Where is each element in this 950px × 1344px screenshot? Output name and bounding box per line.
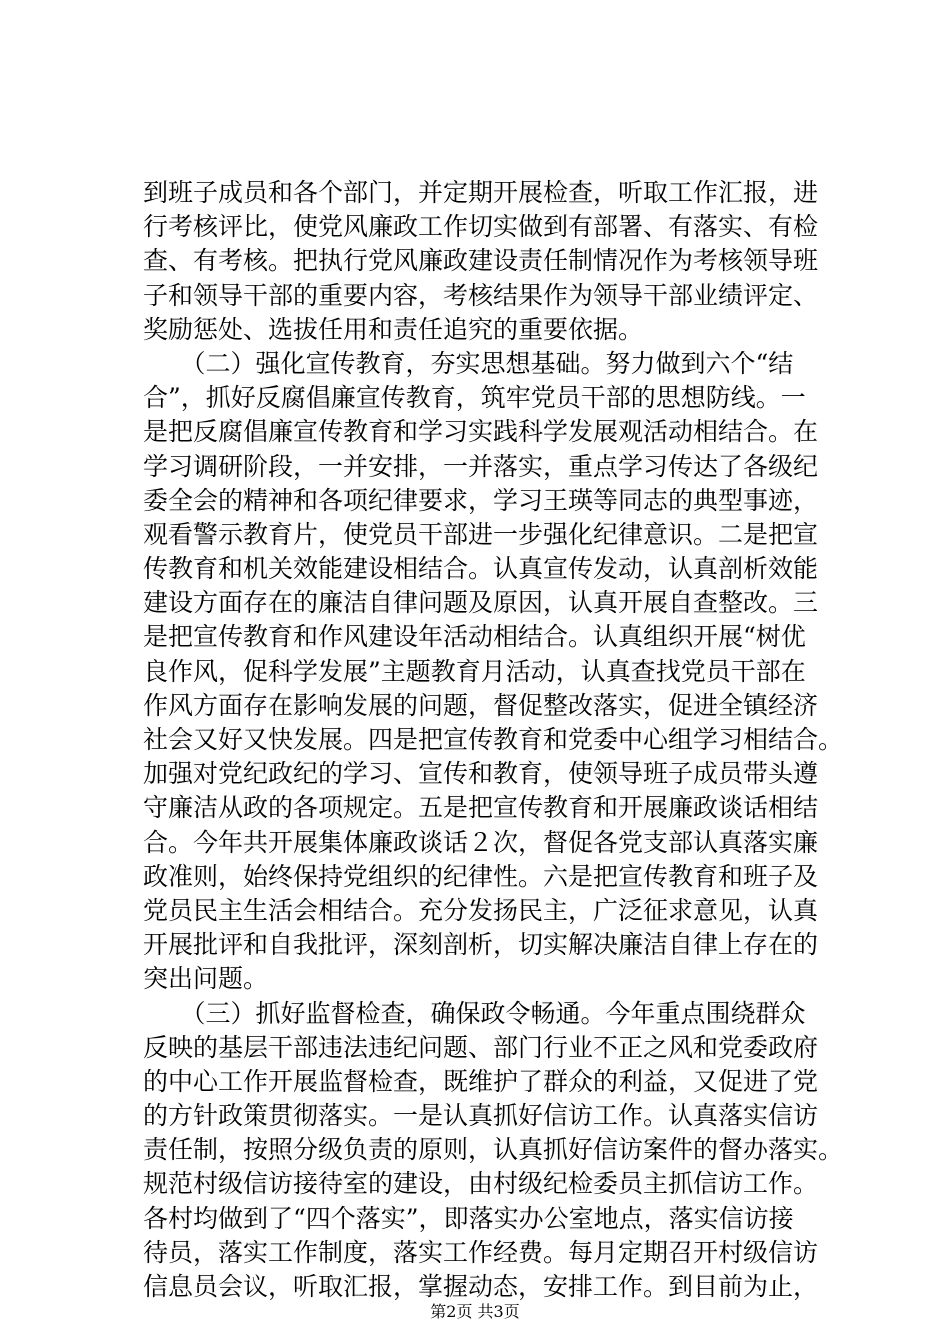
text-line: 良作风，促科学发展”主题教育月活动，认真查找党员干部在 <box>143 656 806 686</box>
text-line: 学习调研阶段，一并安排，一并落实，重点学习传达了各级纪 <box>143 451 819 481</box>
page-number: 第2页 共3页 <box>430 1302 520 1321</box>
section-heading-line: （二）强化宣传教育，夯实思想基础。努力做到六个“结 <box>143 348 794 378</box>
text-line: 社会又好又快发展。四是把宣传教育和党委中心组学习相结合。 <box>143 725 844 754</box>
text-line: 信息员会议，听取汇报，掌握动态，安排工作。到目前为止， <box>143 1272 819 1301</box>
text-line: 传教育和机关效能建设相结合。认真宣传发动，认真剖析效能 <box>143 554 819 584</box>
text-line: 行考核评比，使党风廉政工作切实做到有部署、有落实、有检 <box>143 212 819 242</box>
text-line: 反映的基层干部违法违纪问题、部门行业不正之风和党委政府 <box>143 1032 819 1062</box>
text-line: 是把反腐倡廉宣传教育和学习实践科学发展观活动相结合。在 <box>143 417 819 447</box>
text-line: 规范村级信访接待室的建设，由村级纪检委员主抓信访工作。 <box>143 1169 819 1199</box>
text-line: 观看警示教育片，使党员干部进一步强化纪律意识。二是把宣 <box>143 519 819 549</box>
text-line: 的中心工作开展监督检查，既维护了群众的利益，又促进了党 <box>143 1066 819 1096</box>
page-footer <box>0 1302 950 1322</box>
text-line: 政准则，始终保持党组织的纪律性。六是把宣传教育和班子及 <box>143 861 819 891</box>
text-line: 奖励惩处、选拔任用和责任追究的重要依据。 <box>143 314 644 344</box>
text-line: 是把宣传教育和作风建设年活动相结合。认真组织开展“树优 <box>143 622 806 652</box>
text-line: 各村均做到了“四个落实”，即落实办公室地点，落实信访接 <box>143 1203 794 1233</box>
text-line: 建设方面存在的廉洁自律问题及原因，认真开展自查整改。三 <box>143 588 819 618</box>
text-line: 责任制，按照分级负责的原则，认真抓好信访案件的督办落实。 <box>143 1135 844 1165</box>
section-heading-line: （三）抓好监督检查，确保政令畅通。今年重点围绕群众 <box>143 998 806 1028</box>
text-line: 子和领导干部的重要内容，考核结果作为领导干部业绩评定、 <box>143 280 819 310</box>
text-line: 开展批评和自我批评，深刻剖析，切实解决廉洁自律上存在的 <box>143 930 819 960</box>
text-line: 待员，落实工作制度，落实工作经费。每月定期召开村级信访 <box>143 1237 819 1267</box>
text-line: 委全会的精神和各项纪律要求，学习王瑛等同志的典型事迹， <box>143 485 819 515</box>
text-line: 突出问题。 <box>143 964 269 994</box>
text-line: 合”，抓好反腐倡廉宣传教育，筑牢党员干部的思想防线。一 <box>143 383 806 413</box>
text-line: 到班子成员和各个部门，并定期开展检查，听取工作汇报，进 <box>143 178 819 207</box>
text-line: 合。今年共开展集体廉政谈话２次，督促各党支部认真落实廉 <box>143 827 819 857</box>
text-line: 查、有考核。把执行党风廉政建设责任制情况作为考核领导班 <box>143 246 819 276</box>
text-line: 守廉洁从政的各项规定。五是把宣传教育和开展廉政谈话相结 <box>143 793 819 823</box>
text-line: 加强对党纪政纪的学习、宣传和教育，使领导班子成员带头遵 <box>143 759 819 789</box>
text-line: 的方针政策贯彻落实。一是认真抓好信访工作。认真落实信访 <box>143 1101 819 1131</box>
text-line: 作风方面存在影响发展的问题，督促整改落实，促进全镇经济 <box>143 690 819 720</box>
text-line: 党员民主生活会相结合。充分发扬民主，广泛征求意见，认真 <box>143 895 819 925</box>
document-body <box>143 176 843 1304</box>
